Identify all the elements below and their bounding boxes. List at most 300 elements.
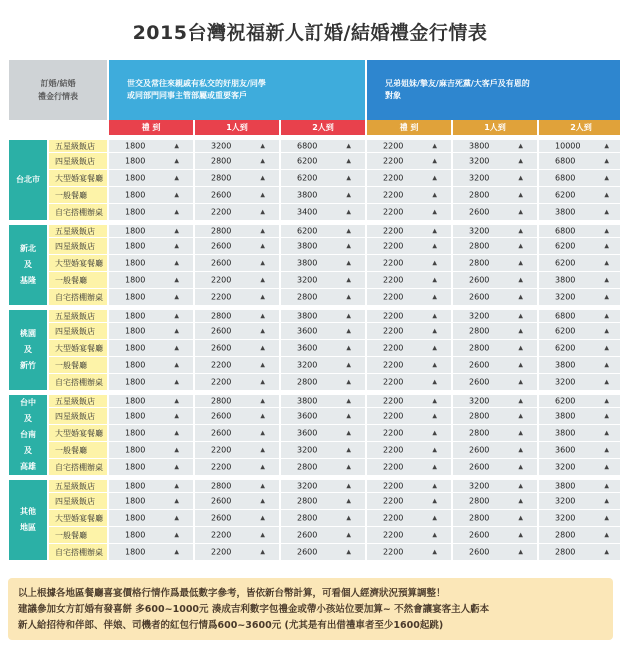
up-arrow-icon: ▲ xyxy=(518,463,524,471)
amount-value: 2600 xyxy=(469,207,490,217)
amount-cell xyxy=(195,288,279,305)
amount-value: 1800 xyxy=(125,445,146,455)
amount-cell xyxy=(281,373,365,390)
amount-cell xyxy=(281,475,365,492)
amount-cell xyxy=(453,407,537,424)
amount-value: 10000 xyxy=(555,141,581,151)
up-arrow-icon: ▲ xyxy=(432,482,438,490)
amount-cell xyxy=(453,135,537,152)
amount-value: 1800 xyxy=(125,141,146,151)
amount-value: 2800 xyxy=(469,496,490,506)
amount-value: 3800 xyxy=(555,411,576,421)
amount-cell xyxy=(453,254,537,271)
amount-cell xyxy=(281,254,365,271)
amount-cell xyxy=(453,441,537,458)
amount-cell xyxy=(453,543,537,560)
region-name-part: 台北市 xyxy=(16,175,40,184)
amount-cell xyxy=(281,356,365,373)
amount-value: 3600 xyxy=(297,411,318,421)
up-arrow-icon: ▲ xyxy=(604,446,610,454)
amount-cell xyxy=(453,288,537,305)
up-arrow-icon: ▲ xyxy=(346,174,352,182)
amount-cell xyxy=(367,543,451,560)
amount-cell xyxy=(109,509,193,526)
amount-value: 2200 xyxy=(211,377,232,387)
group-header-friends xyxy=(109,60,365,120)
region-name-part: 新竹 xyxy=(20,361,36,370)
up-arrow-icon: ▲ xyxy=(604,259,610,267)
up-arrow-icon: ▲ xyxy=(518,157,524,165)
up-arrow-icon: ▲ xyxy=(260,446,265,454)
up-arrow-icon: ▲ xyxy=(260,344,265,352)
venue-type: 四星級飯店 xyxy=(49,407,107,424)
table-row xyxy=(9,254,620,271)
up-arrow-icon: ▲ xyxy=(518,514,524,522)
amount-value: 2800 xyxy=(469,513,490,523)
amount-value: 3200 xyxy=(297,481,318,491)
amount-cell xyxy=(281,543,365,560)
table-row xyxy=(9,492,620,509)
up-arrow-icon: ▲ xyxy=(174,174,179,182)
up-arrow-icon: ▲ xyxy=(260,276,265,284)
amount-value: 2600 xyxy=(469,292,490,302)
amount-value: 6200 xyxy=(555,190,576,200)
up-arrow-icon: ▲ xyxy=(432,174,438,182)
venue-type: 一般餐廳 xyxy=(49,356,107,373)
table-row xyxy=(9,288,620,305)
up-arrow-icon: ▲ xyxy=(174,497,179,505)
amount-value: 2200 xyxy=(383,428,404,438)
up-arrow-icon: ▲ xyxy=(432,412,438,420)
amount-value: 2200 xyxy=(383,173,404,183)
up-arrow-icon: ▲ xyxy=(518,276,524,284)
up-arrow-icon: ▲ xyxy=(260,293,265,301)
amount-cell xyxy=(281,271,365,288)
amount-value: 2600 xyxy=(211,411,232,421)
amount-cell xyxy=(453,390,537,407)
table-row xyxy=(9,237,620,254)
amount-value: 3800 xyxy=(469,141,490,151)
up-arrow-icon: ▲ xyxy=(260,378,265,386)
amount-value: 2800 xyxy=(211,156,232,166)
table-row xyxy=(9,407,620,424)
venue-type: 一般餐廳 xyxy=(49,271,107,288)
amount-value: 2200 xyxy=(383,156,404,166)
up-arrow-icon: ▲ xyxy=(346,361,352,369)
up-arrow-icon: ▲ xyxy=(260,327,265,335)
amount-cell xyxy=(109,271,193,288)
up-arrow-icon: ▲ xyxy=(346,397,352,405)
amount-value: 6200 xyxy=(297,156,318,166)
amount-cell xyxy=(453,203,537,220)
up-arrow-icon: ▲ xyxy=(346,463,352,471)
amount-value: 1800 xyxy=(125,226,146,236)
amount-value: 2800 xyxy=(297,513,318,523)
amount-cell xyxy=(539,526,620,543)
amount-value: 6200 xyxy=(555,326,576,336)
amount-value: 2200 xyxy=(383,547,404,557)
amount-cell xyxy=(109,288,193,305)
amount-cell xyxy=(453,458,537,475)
amount-value: 2200 xyxy=(383,360,404,370)
amount-cell xyxy=(539,543,620,560)
up-arrow-icon: ▲ xyxy=(346,482,352,490)
up-arrow-icon: ▲ xyxy=(518,208,524,216)
up-arrow-icon: ▲ xyxy=(346,157,352,165)
amount-cell xyxy=(367,152,451,169)
amount-cell xyxy=(453,509,537,526)
amount-cell xyxy=(109,543,193,560)
up-arrow-icon: ▲ xyxy=(260,514,265,522)
amount-cell xyxy=(367,509,451,526)
up-arrow-icon: ▲ xyxy=(174,548,179,556)
amount-value: 3800 xyxy=(555,481,576,491)
up-arrow-icon: ▲ xyxy=(432,327,438,335)
amount-cell xyxy=(195,509,279,526)
amount-value: 2200 xyxy=(383,190,404,200)
up-arrow-icon: ▲ xyxy=(174,397,179,405)
amount-value: 1800 xyxy=(125,326,146,336)
up-arrow-icon: ▲ xyxy=(432,446,438,454)
amount-value: 3600 xyxy=(297,343,318,353)
up-arrow-icon: ▲ xyxy=(260,242,265,250)
amount-value: 2200 xyxy=(383,326,404,336)
amount-cell xyxy=(109,220,193,237)
amount-cell xyxy=(281,135,365,152)
amount-value: 3200 xyxy=(297,360,318,370)
amount-cell xyxy=(195,305,279,322)
up-arrow-icon: ▲ xyxy=(260,312,265,320)
corner-line-2: 禮金行情表 xyxy=(38,92,78,101)
region-label xyxy=(9,475,47,560)
amount-cell xyxy=(453,220,537,237)
amount-value: 1800 xyxy=(125,258,146,268)
amount-cell xyxy=(109,322,193,339)
up-arrow-icon: ▲ xyxy=(174,227,179,235)
up-arrow-icon: ▲ xyxy=(518,312,524,320)
amount-cell xyxy=(539,305,620,322)
amount-value: 3600 xyxy=(297,326,318,336)
amount-cell xyxy=(367,135,451,152)
amount-value: 6200 xyxy=(555,343,576,353)
amount-value: 2600 xyxy=(469,275,490,285)
amount-value: 2200 xyxy=(211,547,232,557)
region-name-part: 地區 xyxy=(20,523,36,532)
amount-value: 1800 xyxy=(125,156,146,166)
amount-cell xyxy=(539,220,620,237)
table-row xyxy=(9,424,620,441)
amount-cell xyxy=(367,237,451,254)
up-arrow-icon: ▲ xyxy=(432,227,438,235)
amount-value: 1800 xyxy=(125,411,146,421)
amount-value: 2200 xyxy=(383,462,404,472)
amount-value: 3200 xyxy=(469,156,490,166)
amount-cell xyxy=(453,271,537,288)
amount-cell xyxy=(195,543,279,560)
amount-value: 3200 xyxy=(555,292,576,302)
up-arrow-icon: ▲ xyxy=(604,514,610,522)
amount-cell xyxy=(109,356,193,373)
up-arrow-icon: ▲ xyxy=(346,531,352,539)
amount-cell xyxy=(539,407,620,424)
amount-value: 3800 xyxy=(297,241,318,251)
amount-cell xyxy=(109,424,193,441)
amount-value: 2200 xyxy=(383,530,404,540)
up-arrow-icon: ▲ xyxy=(260,157,265,165)
up-arrow-icon: ▲ xyxy=(260,361,265,369)
up-arrow-icon: ▲ xyxy=(174,157,179,165)
amount-value: 2200 xyxy=(383,513,404,523)
venue-type: 一般餐廳 xyxy=(49,441,107,458)
amount-value: 2600 xyxy=(297,530,318,540)
amount-value: 2200 xyxy=(211,292,232,302)
up-arrow-icon: ▲ xyxy=(346,548,352,556)
amount-cell xyxy=(367,407,451,424)
up-arrow-icon: ▲ xyxy=(346,514,352,522)
table-row xyxy=(9,509,620,526)
up-arrow-icon: ▲ xyxy=(432,208,438,216)
amount-cell xyxy=(195,526,279,543)
table-row xyxy=(9,475,620,492)
page-title: 2015台灣祝福新人訂婚/結婚禮金行情表 xyxy=(132,22,488,44)
up-arrow-icon: ▲ xyxy=(432,242,438,250)
amount-cell xyxy=(539,203,620,220)
amount-value: 2200 xyxy=(211,275,232,285)
amount-cell xyxy=(281,441,365,458)
up-arrow-icon: ▲ xyxy=(260,429,265,437)
up-arrow-icon: ▲ xyxy=(432,344,438,352)
amount-value: 2800 xyxy=(469,428,490,438)
up-arrow-icon: ▲ xyxy=(604,293,610,301)
up-arrow-icon: ▲ xyxy=(174,446,179,454)
amount-value: 3200 xyxy=(469,173,490,183)
amount-cell xyxy=(195,220,279,237)
amount-cell xyxy=(195,475,279,492)
amount-cell xyxy=(195,271,279,288)
amount-cell xyxy=(195,135,279,152)
amount-cell xyxy=(109,339,193,356)
up-arrow-icon: ▲ xyxy=(174,142,179,150)
up-arrow-icon: ▲ xyxy=(604,191,610,199)
amount-value: 2600 xyxy=(297,547,318,557)
up-arrow-icon: ▲ xyxy=(432,361,438,369)
amount-cell xyxy=(281,152,365,169)
up-arrow-icon: ▲ xyxy=(432,259,438,267)
amount-cell xyxy=(281,526,365,543)
amount-cell xyxy=(195,373,279,390)
amount-cell xyxy=(281,492,365,509)
amount-value: 1800 xyxy=(125,547,146,557)
amount-value: 2600 xyxy=(211,343,232,353)
up-arrow-icon: ▲ xyxy=(432,514,438,522)
up-arrow-icon: ▲ xyxy=(346,242,352,250)
up-arrow-icon: ▲ xyxy=(604,378,610,386)
amount-cell xyxy=(453,492,537,509)
region-name-part: 其他 xyxy=(20,507,36,516)
amount-cell xyxy=(109,254,193,271)
up-arrow-icon: ▲ xyxy=(346,429,352,437)
amount-cell xyxy=(539,169,620,186)
amount-cell xyxy=(367,424,451,441)
venue-type: 一般餐廳 xyxy=(49,186,107,203)
up-arrow-icon: ▲ xyxy=(518,412,524,420)
up-arrow-icon: ▲ xyxy=(518,174,524,182)
venue-type: 大型婚宴餐廳 xyxy=(49,509,107,526)
amount-value: 2800 xyxy=(469,258,490,268)
up-arrow-icon: ▲ xyxy=(432,548,438,556)
amount-value: 2600 xyxy=(469,462,490,472)
up-arrow-icon: ▲ xyxy=(604,429,610,437)
sub-header-one-person: 1人到 xyxy=(195,120,279,135)
up-arrow-icon: ▲ xyxy=(346,208,352,216)
up-arrow-icon: ▲ xyxy=(432,531,438,539)
amount-value: 2800 xyxy=(469,241,490,251)
amount-cell xyxy=(539,186,620,203)
amount-value: 2200 xyxy=(211,462,232,472)
amount-value: 2200 xyxy=(211,207,232,217)
up-arrow-icon: ▲ xyxy=(346,312,352,320)
amount-value: 2200 xyxy=(211,530,232,540)
amount-cell xyxy=(367,475,451,492)
amount-value: 2600 xyxy=(211,190,232,200)
amount-cell xyxy=(109,390,193,407)
amount-value: 3200 xyxy=(469,226,490,236)
up-arrow-icon: ▲ xyxy=(174,361,179,369)
amount-value: 3200 xyxy=(469,396,490,406)
up-arrow-icon: ▲ xyxy=(174,276,179,284)
up-arrow-icon: ▲ xyxy=(432,497,438,505)
amount-value: 1800 xyxy=(125,343,146,353)
amount-value: 6200 xyxy=(297,173,318,183)
up-arrow-icon: ▲ xyxy=(604,361,610,369)
venue-type: 大型婚宴餐廳 xyxy=(49,339,107,356)
up-arrow-icon: ▲ xyxy=(518,242,524,250)
amount-cell xyxy=(109,169,193,186)
up-arrow-icon: ▲ xyxy=(432,293,438,301)
up-arrow-icon: ▲ xyxy=(346,142,352,150)
up-arrow-icon: ▲ xyxy=(518,531,524,539)
up-arrow-icon: ▲ xyxy=(604,208,610,216)
amount-cell xyxy=(539,322,620,339)
amount-cell xyxy=(109,186,193,203)
amount-value: 2800 xyxy=(211,311,232,321)
amount-cell xyxy=(109,135,193,152)
up-arrow-icon: ▲ xyxy=(604,242,610,250)
up-arrow-icon: ▲ xyxy=(346,497,352,505)
group2-line-2: 對象 xyxy=(385,91,402,100)
amount-value: 3200 xyxy=(211,141,232,151)
amount-value: 3800 xyxy=(555,428,576,438)
amount-cell xyxy=(195,339,279,356)
amount-value: 2200 xyxy=(383,226,404,236)
up-arrow-icon: ▲ xyxy=(174,429,179,437)
amount-value: 6200 xyxy=(297,226,318,236)
venue-type: 自宅搭棚辦桌 xyxy=(49,458,107,475)
table-row xyxy=(9,322,620,339)
sub-header-gift-only: 禮 到 xyxy=(367,120,451,135)
amount-cell xyxy=(195,441,279,458)
amount-cell xyxy=(453,356,537,373)
up-arrow-icon: ▲ xyxy=(518,429,524,437)
group-header-close xyxy=(367,60,620,120)
amount-cell xyxy=(539,254,620,271)
amount-value: 3200 xyxy=(555,496,576,506)
amount-cell xyxy=(195,492,279,509)
notes-box xyxy=(8,578,613,640)
up-arrow-icon: ▲ xyxy=(260,497,265,505)
note-line: 建議參加女方訂婚有發喜餅 多600~1000元 湊成吉利數字包禮金或帶小孩站位要加算~ 不然會讓宴客主人虧本 xyxy=(18,604,490,615)
up-arrow-icon: ▲ xyxy=(260,531,265,539)
amount-cell xyxy=(539,373,620,390)
up-arrow-icon: ▲ xyxy=(518,446,524,454)
up-arrow-icon: ▲ xyxy=(260,142,265,150)
amount-value: 6800 xyxy=(555,311,576,321)
up-arrow-icon: ▲ xyxy=(260,548,265,556)
amount-cell xyxy=(195,186,279,203)
up-arrow-icon: ▲ xyxy=(174,242,179,250)
group1-line-2: 或同部門同事主管部屬或重要客戶 xyxy=(127,91,247,100)
region-name-part: 新北 xyxy=(20,244,36,253)
venue-type: 五星級飯店 xyxy=(49,135,107,152)
amount-value: 3800 xyxy=(555,207,576,217)
amount-value: 2600 xyxy=(211,258,232,268)
amount-value: 2800 xyxy=(297,292,318,302)
amount-cell xyxy=(367,441,451,458)
amount-value: 2800 xyxy=(555,530,576,540)
amount-cell xyxy=(539,339,620,356)
amount-cell xyxy=(281,390,365,407)
up-arrow-icon: ▲ xyxy=(260,174,265,182)
up-arrow-icon: ▲ xyxy=(518,361,524,369)
up-arrow-icon: ▲ xyxy=(174,531,179,539)
amount-value: 2200 xyxy=(383,411,404,421)
amount-value: 2200 xyxy=(383,496,404,506)
amount-value: 2600 xyxy=(469,377,490,387)
up-arrow-icon: ▲ xyxy=(260,259,265,267)
up-arrow-icon: ▲ xyxy=(518,293,524,301)
up-arrow-icon: ▲ xyxy=(346,378,352,386)
up-arrow-icon: ▲ xyxy=(260,208,265,216)
gift-money-table xyxy=(7,60,620,560)
amount-cell xyxy=(109,203,193,220)
amount-value: 1800 xyxy=(125,360,146,370)
amount-value: 2600 xyxy=(211,428,232,438)
table-row xyxy=(9,373,620,390)
amount-value: 3600 xyxy=(297,428,318,438)
up-arrow-icon: ▲ xyxy=(432,312,438,320)
table-row xyxy=(9,220,620,237)
amount-value: 2800 xyxy=(297,377,318,387)
table-row xyxy=(9,441,620,458)
venue-type: 自宅搭棚辦桌 xyxy=(49,543,107,560)
amount-cell xyxy=(539,237,620,254)
amount-cell xyxy=(109,407,193,424)
up-arrow-icon: ▲ xyxy=(604,397,610,405)
region-label xyxy=(9,135,47,220)
amount-cell xyxy=(367,339,451,356)
amount-cell xyxy=(281,169,365,186)
amount-cell xyxy=(281,237,365,254)
region-name-part: 基隆 xyxy=(20,276,36,285)
up-arrow-icon: ▲ xyxy=(518,227,524,235)
amount-value: 2800 xyxy=(211,173,232,183)
amount-cell xyxy=(367,305,451,322)
amount-cell xyxy=(539,152,620,169)
amount-value: 3800 xyxy=(297,258,318,268)
region-name-part: 高雄 xyxy=(20,462,36,471)
amount-value: 1800 xyxy=(125,207,146,217)
amount-value: 6800 xyxy=(555,173,576,183)
